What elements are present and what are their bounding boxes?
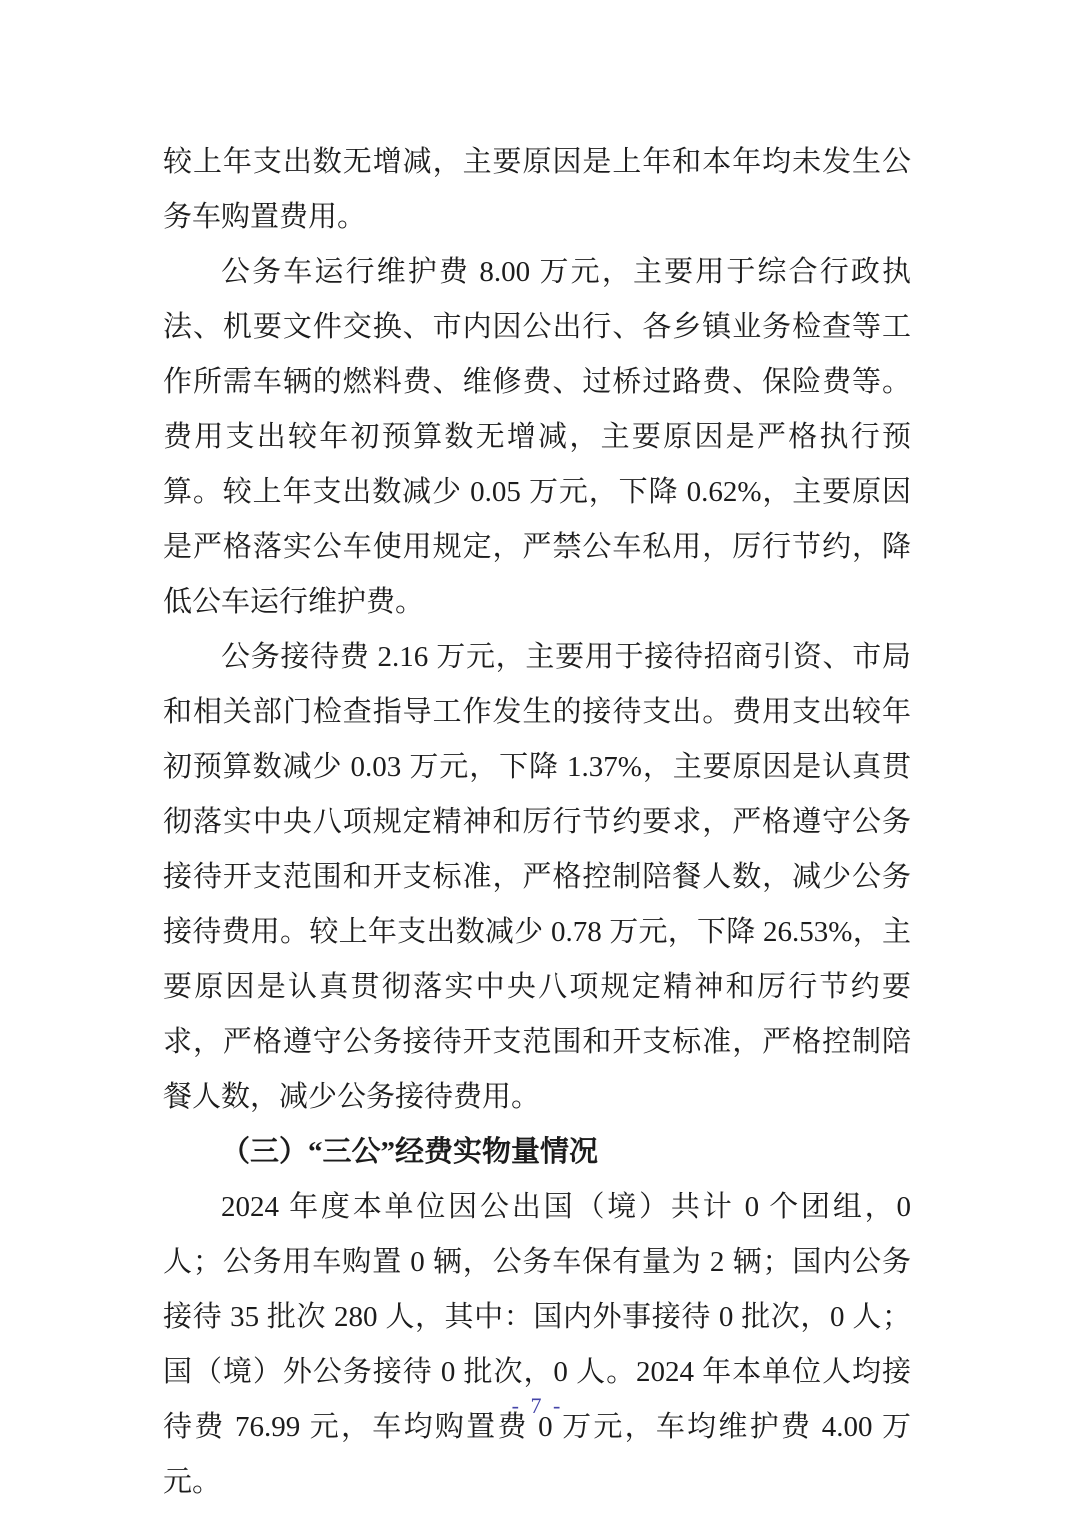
page-number: - 7 - [511, 1393, 564, 1418]
paragraph-vehicle-operation-maintenance: 公务车运行维护费 8.00 万元，主要用于综合行政执法、机要文件交换、市内因公出行、各乡镇业务检查等工作所需车辆的燃料费、维修费、过桥过路费、保险费等。费用支出较年初预算数无增减，主要原因是严格执行预算。较上年支出数减少 0.05 万元，下降 0.62%，主要原因是严格落实公车使用规定，严禁公车私用，厉行节约，降低公车运行维护费。 [163, 256, 911, 618]
document-body [163, 135, 911, 1510]
paragraph-physical-quantity-details: 2024 年度本单位因公出国（境）共计 0 个团组，0 人；公务用车购置 0 辆，公务车保有量为 2 辆；国内公务接待 35 批次 280 人，其中：国内外事接待 0 批次，0 人；国（境）外公务接待 0 批次，0 人。2024 年本单位人均接待费 76.99 元，车均购置费 0 万元，车均维护费 4.00 万元。 [163, 1191, 911, 1498]
paragraph-car-purchase-comparison: 较上年支出数无增减，主要原因是上年和本年均未发生公务车购置费用。 [163, 146, 911, 233]
page-footer [0, 1388, 1075, 1424]
section-heading-three-public-physical-quantity: （三）“三公”经费实物量情况 [221, 1136, 599, 1168]
paragraph-official-reception-expense: 公务接待费 2.16 万元，主要用于接待招商引资、市局和相关部门检查指导工作发生的接待支出。费用支出较年初预算数减少 0.03 万元，下降 1.37%，主要原因是认真贯彻落实中央八项规定精神和厉行节约要求，严格遵守公务接待开支范围和开支标准，严格控制陪餐人数，减少公务接待费用。较上年支出数减少 0.78 万元，下降 26.53%，主要原因是认真贯彻落实中央八项规定精神和厉行节约要求，严格遵守公务接待开支范围和开支标准，严格控制陪餐人数，减少公务接待费用。 [163, 641, 911, 1113]
